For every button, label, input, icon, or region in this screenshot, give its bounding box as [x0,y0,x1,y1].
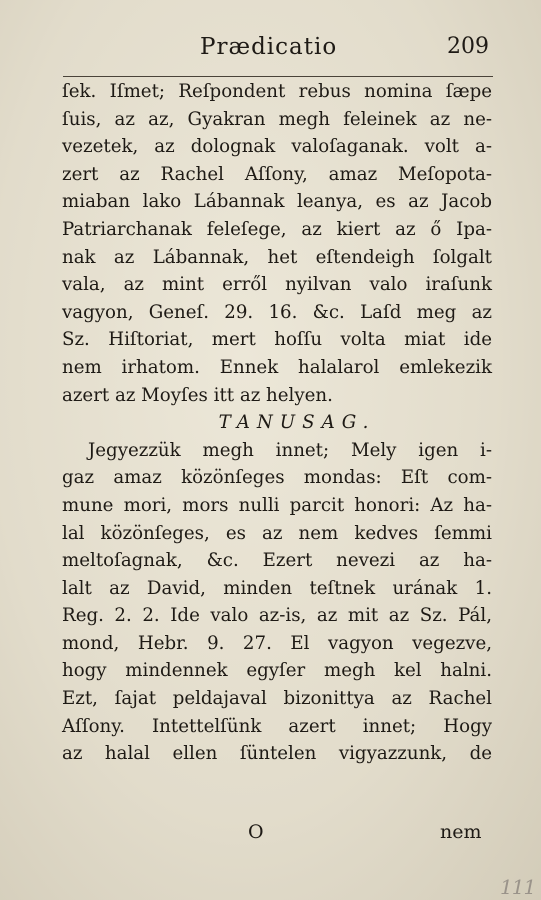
text-line: Patriarchanak feleſege, az kiert az ő Ipa- [62,218,492,240]
page-header [0,34,541,68]
page-footer [0,821,541,849]
text-line: vala, az mint erről nyilvan valo iraſunk [62,274,492,296]
text-line: lalt az David, minden teſtnek urának 1. [62,577,492,599]
text-line: vagyon, Geneſ. 29. 16. &c. Laſd meg az [62,301,492,323]
text-line: miaban lako Lábannak leanya, es az Jacob [62,191,492,213]
text-line-last: azert az Moyſes itt az helyen. [62,384,333,406]
text-line: Ezt, ſajat peldajaval bizonittya az Rachel [62,688,492,710]
text-line: gaz amaz közönſeges mondas: Eſt com- [62,467,492,489]
text-line: nak az Lábannak, het eſtendeigh ſolgalt [62,246,492,268]
signature-mark: O [248,821,264,843]
text-line: mond, Hebr. 9. 27. El vagyon vegezve, [62,632,492,654]
text-line: zert az Rachel Aſſony, amaz Meſopota- [62,163,492,185]
text-line: lal közönſeges, es az nem kedves ſemmi [62,522,492,544]
page-number: 209 [447,34,489,59]
text-line: nem irhatom. Ennek halalarol emlekezik [62,356,492,378]
text-line: Jegyezzük megh innet; Mely igen i- [88,439,492,461]
text-line: ſek. Iſmet; Reſpondent rebus nomina ſæpe [62,81,492,102]
catchword: nem [440,821,482,843]
header-rule [63,76,493,77]
text-line: Aſſony. Intettelſünk azert innet; Hogy [62,715,492,737]
text-line: Reg. 2. 2. Ide valo az-is, az mit az Sz. Pál, [62,605,492,627]
text-line: hogy mindennek egyſer megh kel halni. [62,660,492,682]
pencil-annotation: 111 [500,875,536,899]
text-line: ſuis, az az, Gyakran megh feleinek az ne- [62,108,492,130]
text-line: Sz. Hiſtoriat, mert hoſſu volta miat ide [62,329,492,351]
text-block [62,78,492,768]
text-line: meltoſagnak, &c. Ezert nevezi az ha- [62,550,492,572]
text-line: az halal ellen ſüntelen vigyazzunk, de [62,743,492,765]
running-title: Prædicatio [200,34,338,60]
section-heading: TANUSAG. [218,412,376,434]
text-line: vezetek, az dolognak valoſaganak. volt a- [62,136,492,158]
text-line: mune mori, mors nulli parcit honori: Az ha- [62,494,492,516]
